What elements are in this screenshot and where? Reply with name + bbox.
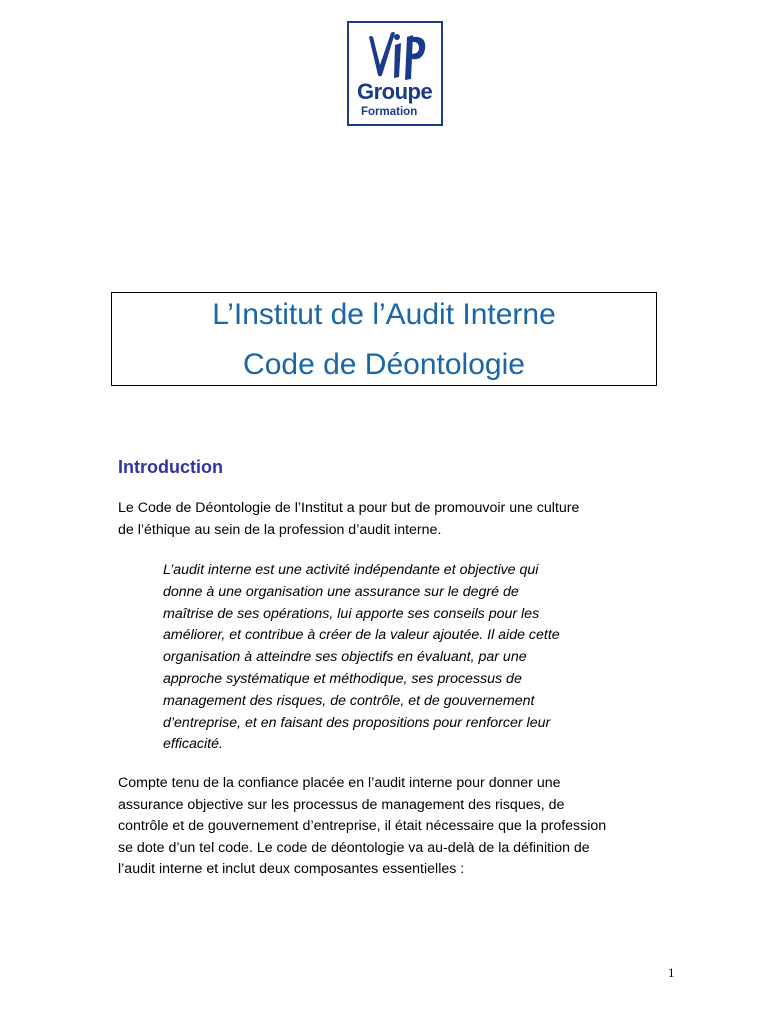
quote-line: approche systématique et méthodique, ses processus de <box>163 670 522 687</box>
quote-line: maîtrise de ses opérations, lui apporte ses conseils pour les <box>163 605 540 622</box>
quote-line: organisation à atteindre ses objectifs en évaluant, par une <box>163 649 527 666</box>
paragraph-line: Le Code de Déontologie de l’Institut a pour but de promouvoir une culture <box>118 500 580 516</box>
page-number: 1 <box>668 965 675 980</box>
introduction-paragraph-2 <box>118 773 606 881</box>
paragraph-line: se dote d’un tel code. Le code de déontologie va au-delà de la définition de <box>118 839 590 856</box>
logo-groupe-text: Groupe <box>357 79 433 104</box>
quote-line: management des risques, de contrôle, et de gouvernement <box>163 692 535 709</box>
introduction-paragraph-1 <box>118 498 579 541</box>
paragraph-line: assurance objective sur les processus de management des risques, de <box>118 796 565 813</box>
logo-formation-text: Formation <box>361 106 418 118</box>
title-box <box>111 292 657 386</box>
introduction-heading: Introduction <box>118 457 223 477</box>
paragraph-line: l’audit interne et inclut deux composantes essentielles : <box>118 861 465 877</box>
vip-groupe-logo <box>347 21 443 126</box>
document-subtitle: Code de Déontologie <box>243 348 525 381</box>
quote-line: L’audit interne est une activité indépendante et objective qui <box>163 562 539 578</box>
paragraph-line: de l’éthique au sein de la profession d’audit interne. <box>118 521 442 538</box>
paragraph-line: contrôle et de gouvernement d’entreprise, il était nécessaire que la profession <box>118 818 607 834</box>
audit-definition-quote <box>163 560 560 756</box>
quote-line: efficacité. <box>163 736 223 753</box>
document-title: L’Institut de l’Audit Interne <box>212 298 556 331</box>
paragraph-line: Compte tenu de la confiance placée en l’audit interne pour donner une <box>118 775 561 791</box>
quote-line: donne à une organisation une assurance sur le degré de <box>163 583 519 600</box>
quote-line: améliorer, et contribue à créer de la valeur ajoutée. Il aide cette <box>163 627 560 644</box>
quote-line: d’entreprise, et en faisant des propositions pour renforcer leur <box>163 714 551 731</box>
